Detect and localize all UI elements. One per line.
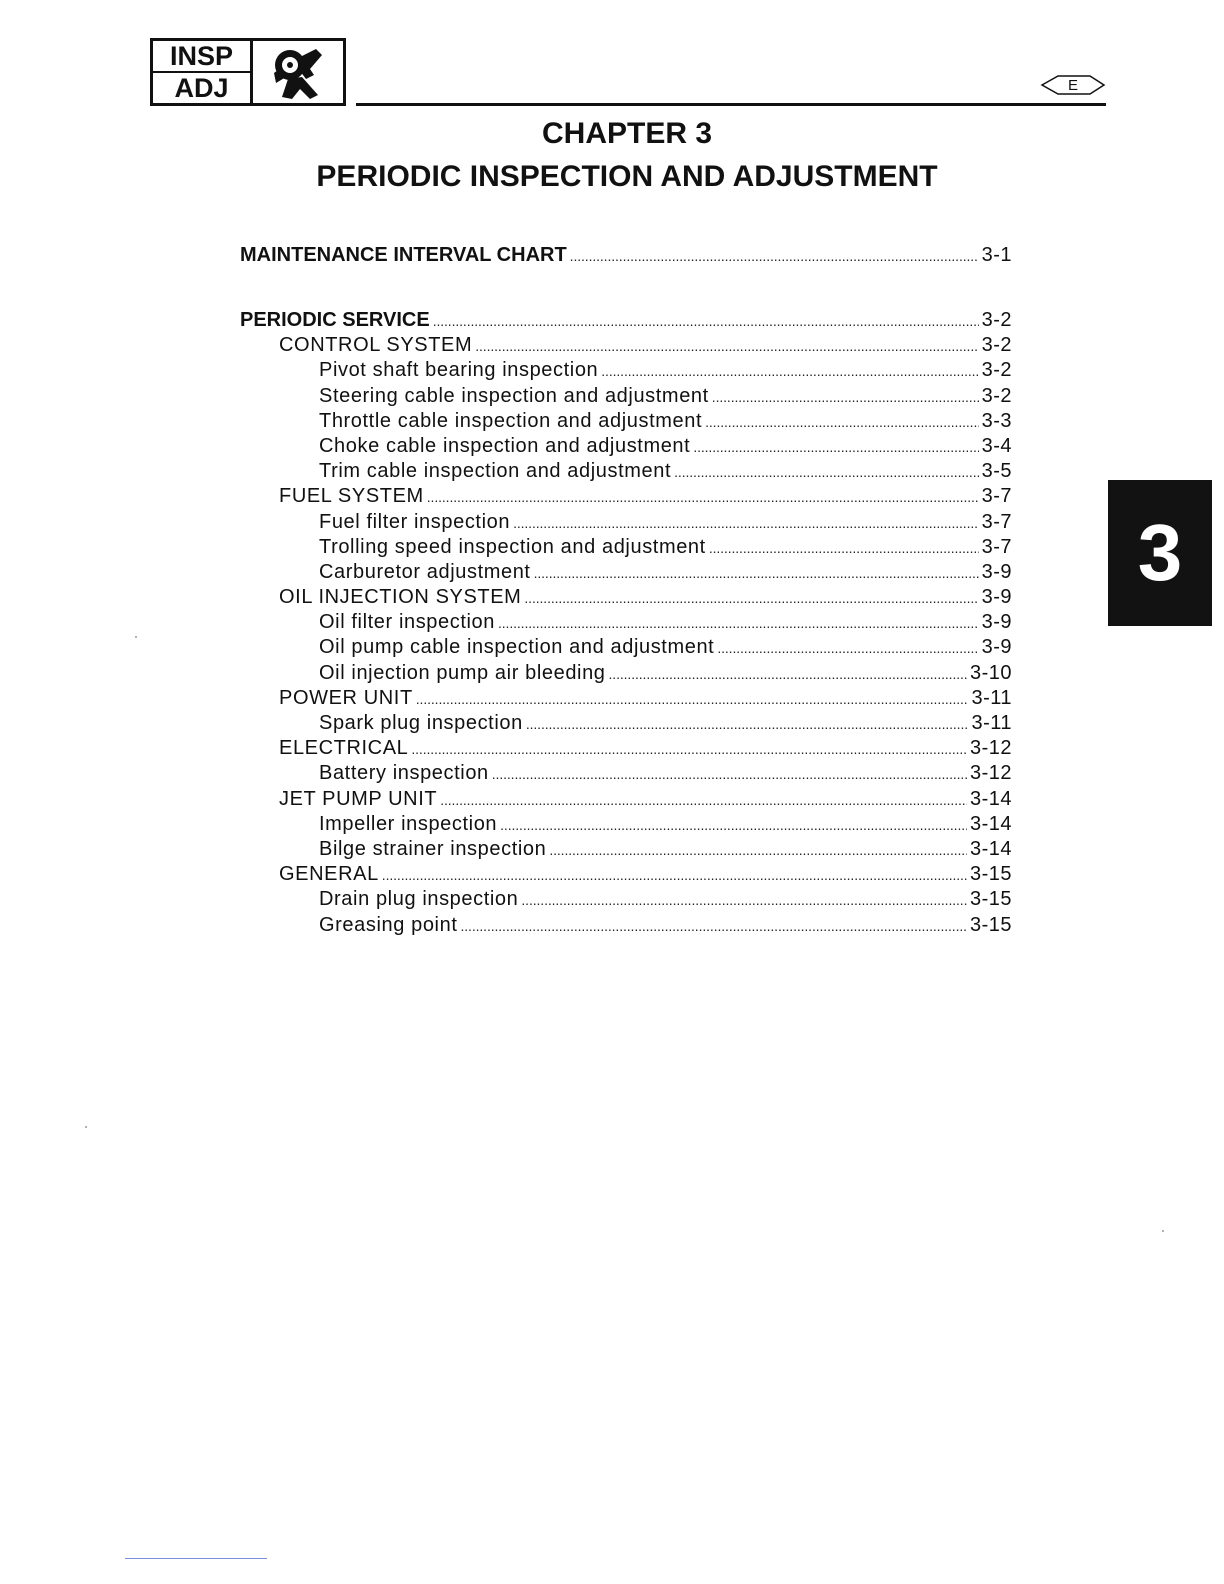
toc-entry-title: Pivot shaft bearing inspection [319, 359, 599, 382]
toc-entry-title: JET PUMP UNIT [279, 787, 438, 810]
toc-entry [240, 243, 1012, 268]
toc-entry-title: ELECTRICAL [279, 737, 409, 760]
toc-dot-leader [674, 460, 978, 485]
toc-entry-page: 3-12 [969, 737, 1012, 760]
toc-dot-leader [609, 662, 967, 687]
language-mark-label: E [1067, 76, 1078, 94]
toc-entry-title: Carburetor adjustment [319, 560, 531, 583]
toc-dot-leader [534, 561, 979, 586]
toc-dot-leader [498, 611, 979, 636]
toc-entry [240, 585, 1012, 610]
wrench-icon [253, 41, 343, 103]
toc-dot-leader [524, 586, 978, 611]
toc-entry [240, 787, 1012, 812]
toc-entry-page: 3-15 [969, 888, 1012, 911]
toc-entry-page: 3-2 [981, 309, 1012, 331]
toc-group-maintenance [240, 243, 1012, 268]
toc-entry [240, 862, 1012, 887]
toc-entry [240, 409, 1012, 434]
toc-entry-title: Drain plug inspection [319, 888, 519, 911]
scan-speck [85, 1126, 87, 1128]
toc-dot-leader [549, 838, 967, 863]
toc-entry-title: POWER UNIT [279, 686, 413, 709]
toc-dot-leader [460, 914, 966, 939]
toc-entry-page: 3-2 [981, 334, 1012, 357]
toc-entry-page: 3-11 [971, 686, 1012, 709]
toc-entry [240, 358, 1012, 383]
toc-entry [240, 384, 1012, 409]
toc-entry-page: 3-14 [969, 837, 1012, 860]
toc-entry-title: Impeller inspection [319, 812, 498, 835]
toc-dot-leader [427, 485, 979, 510]
toc-dot-leader [492, 762, 967, 787]
toc-dot-leader [513, 511, 979, 536]
toc-entry [240, 560, 1012, 585]
toc-dot-leader [382, 863, 967, 888]
toc-entry-title: Oil filter inspection [319, 611, 495, 634]
toc-entry-page: 3-2 [981, 359, 1012, 382]
toc-entry-title: PERIODIC SERVICE [240, 309, 430, 331]
toc-entry [240, 510, 1012, 535]
toc-entry [240, 761, 1012, 786]
toc-entry-page: 3-9 [981, 560, 1012, 583]
toc-entry [240, 711, 1012, 736]
toc-dot-leader [433, 309, 979, 334]
toc-entry-page: 3-15 [969, 863, 1012, 886]
toc-dot-leader [500, 813, 967, 838]
toc-entry-title: Oil injection pump air bleeding [319, 661, 606, 684]
toc-entry-page: 3-10 [969, 661, 1012, 684]
toc-entry [240, 484, 1012, 509]
toc-entry-page: 3-9 [981, 636, 1012, 659]
scan-speck [1162, 1230, 1164, 1232]
toc-entry [240, 887, 1012, 912]
toc-dot-leader [601, 359, 978, 384]
toc-dot-leader [705, 410, 978, 435]
toc-entry-page: 3-9 [981, 611, 1012, 634]
toc-entry [240, 535, 1012, 560]
toc-entry-page: 3-3 [981, 409, 1012, 432]
toc-entry-title: Trolling speed inspection and adjustment [319, 535, 706, 558]
toc-entry-title: FUEL SYSTEM [279, 485, 424, 508]
toc-entry [240, 913, 1012, 938]
toc-entry-page: 3-12 [969, 762, 1012, 785]
toc-dot-leader [521, 888, 967, 913]
footer-rule [125, 1558, 267, 1559]
toc-entry [240, 837, 1012, 862]
toc-entry [240, 661, 1012, 686]
toc-entry-page: 3-11 [971, 712, 1012, 734]
toc-entry-title: OIL INJECTION SYSTEM [279, 586, 522, 609]
chapter-thumb-tab: 3 [1108, 480, 1212, 626]
toc-entry [240, 459, 1012, 484]
badge-bottom-label: ADJ [174, 72, 229, 103]
toc-entry-title: Choke cable inspection and adjustment [319, 434, 691, 457]
toc-entry-title: Bilge strainer inspection [319, 837, 547, 860]
toc-entry-title: Greasing point [319, 913, 458, 936]
section-badge [150, 38, 346, 106]
toc-entry-title: Oil pump cable inspection and adjustment [319, 636, 715, 659]
toc-entry-title: MAINTENANCE INTERVAL CHART [240, 244, 567, 266]
toc-dot-leader [712, 385, 979, 410]
toc-entry-page: 3-1 [981, 244, 1012, 266]
toc-entry-page: 3-7 [981, 485, 1012, 508]
toc-dot-leader [475, 334, 978, 359]
chapter-title: CHAPTER 3 [541, 117, 713, 150]
toc-entry-title: Trim cable inspection and adjustment [319, 460, 672, 483]
toc-group-periodic-service [240, 308, 1012, 938]
toc-dot-leader [411, 737, 967, 762]
toc-entry-title: CONTROL SYSTEM [279, 334, 473, 357]
scan-speck [135, 636, 137, 638]
toc-entry-page: 3-9 [981, 586, 1012, 609]
toc-dot-leader [717, 636, 978, 661]
toc-entry-page: 3-14 [969, 787, 1012, 810]
toc-entry-page: 3-7 [981, 535, 1012, 558]
toc-entry-page: 3-7 [981, 510, 1012, 533]
toc-entry-page: 3-4 [981, 434, 1012, 457]
toc-entry [240, 736, 1012, 761]
toc-entry-title: Throttle cable inspection and adjustment [319, 409, 703, 432]
toc-entry [240, 610, 1012, 635]
header-rule [356, 103, 1106, 106]
toc-dot-leader [526, 712, 969, 737]
toc-entry-page: 3-14 [969, 812, 1012, 835]
toc-dot-leader [416, 687, 969, 712]
toc-entry-title: Spark plug inspection [319, 712, 523, 734]
toc-entry [240, 333, 1012, 358]
toc-entry [240, 686, 1012, 711]
badge-text [153, 41, 253, 103]
toc-entry [240, 434, 1012, 459]
toc-entry-title: Steering cable inspection and adjustment [319, 384, 709, 407]
toc-dot-leader [570, 244, 979, 269]
toc-dot-leader [693, 435, 978, 460]
toc-entry-title: Battery inspection [319, 762, 489, 785]
chapter-subtitle: PERIODIC INSPECTION AND ADJUSTMENT [316, 160, 938, 193]
toc-entry-page: 3-5 [981, 460, 1012, 483]
toc-entry-title: Fuel filter inspection [319, 510, 511, 533]
toc-dot-leader [440, 788, 967, 813]
badge-top-label: INSP [153, 41, 250, 73]
toc-dot-leader [709, 536, 979, 561]
toc-entry-title: GENERAL [279, 863, 379, 886]
toc-entry [240, 308, 1012, 333]
toc-entry [240, 635, 1012, 660]
toc-entry-page: 3-15 [969, 913, 1012, 936]
toc-entry-page: 3-2 [981, 384, 1012, 407]
toc-entry [240, 812, 1012, 837]
language-mark [1040, 74, 1106, 96]
